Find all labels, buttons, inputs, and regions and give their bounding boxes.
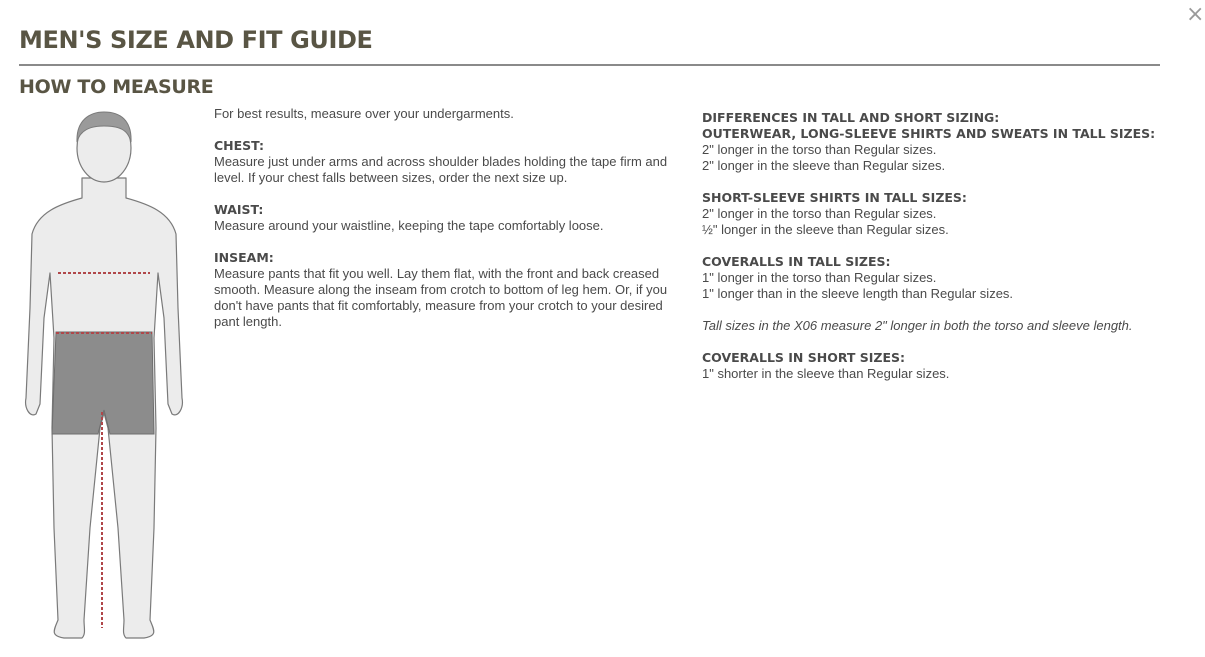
page-title: MEN'S SIZE AND FIT GUIDE <box>19 26 373 54</box>
x06-note: Tall sizes in the X06 measure 2" longer in both the torso and sleeve length. <box>702 318 1133 333</box>
short-sleeve-line-1: 2" longer in the torso than Regular sizes. <box>702 206 937 221</box>
chest-heading: CHEST: <box>214 138 265 153</box>
sizing-differences-column <box>702 110 1182 398</box>
chest-block <box>214 138 684 186</box>
coveralls-short-line-1: 1" shorter in the sleeve than Regular sizes. <box>702 366 950 381</box>
short-sleeve-line-2: ½" longer in the sleeve than Regular sizes. <box>702 222 949 237</box>
coveralls-short-block <box>702 350 1182 382</box>
section-title: HOW TO MEASURE <box>19 76 214 98</box>
inseam-block <box>214 250 684 330</box>
outerwear-line-2: 2" longer in the sleeve than Regular sizes. <box>702 158 946 173</box>
coveralls-tall-line-1: 1" longer in the torso than Regular sizes. <box>702 270 937 285</box>
how-to-measure-column <box>214 106 684 346</box>
close-icon[interactable]: × <box>1186 2 1205 27</box>
differences-heading: DIFFERENCES IN TALL AND SHORT SIZING: <box>702 110 1000 125</box>
title-divider <box>19 64 1160 66</box>
intro-text: For best results, measure over your undergarments. <box>214 106 514 121</box>
chest-text: Measure just under arms and across shoulder blades holding the tape firm and level. If your chest falls between sizes, order the next size up. <box>214 154 668 185</box>
coveralls-tall-heading: COVERALLS IN TALL SIZES: <box>702 254 891 269</box>
coveralls-short-heading: COVERALLS IN SHORT SIZES: <box>702 350 906 365</box>
outerwear-heading: OUTERWEAR, LONG-SLEEVE SHIRTS AND SWEATS IN TALL SIZES: <box>702 126 1156 141</box>
coveralls-tall-block <box>702 254 1182 302</box>
short-sleeve-heading: SHORT-SLEEVE SHIRTS IN TALL SIZES: <box>702 190 967 205</box>
outerwear-block <box>702 126 1182 174</box>
waist-text: Measure around your waistline, keeping the tape comfortably loose. <box>214 218 604 233</box>
short-sleeve-block <box>702 190 1182 238</box>
outerwear-line-1: 2" longer in the torso than Regular sizes. <box>702 142 937 157</box>
coveralls-tall-line-2: 1" longer than in the sleeve length than Regular sizes. <box>702 286 1014 301</box>
waist-block <box>214 202 684 234</box>
body-measurement-illustration <box>20 108 188 650</box>
waist-heading: WAIST: <box>214 202 264 217</box>
inseam-heading: INSEAM: <box>214 250 274 265</box>
inseam-text: Measure pants that fit you well. Lay them flat, with the front and back creased smooth. Measure along the inseam from crotch to bottom of leg hem. Or, if you don't have pants that fit comfortably, measure from your crotch to your desired pant length. <box>214 266 668 329</box>
